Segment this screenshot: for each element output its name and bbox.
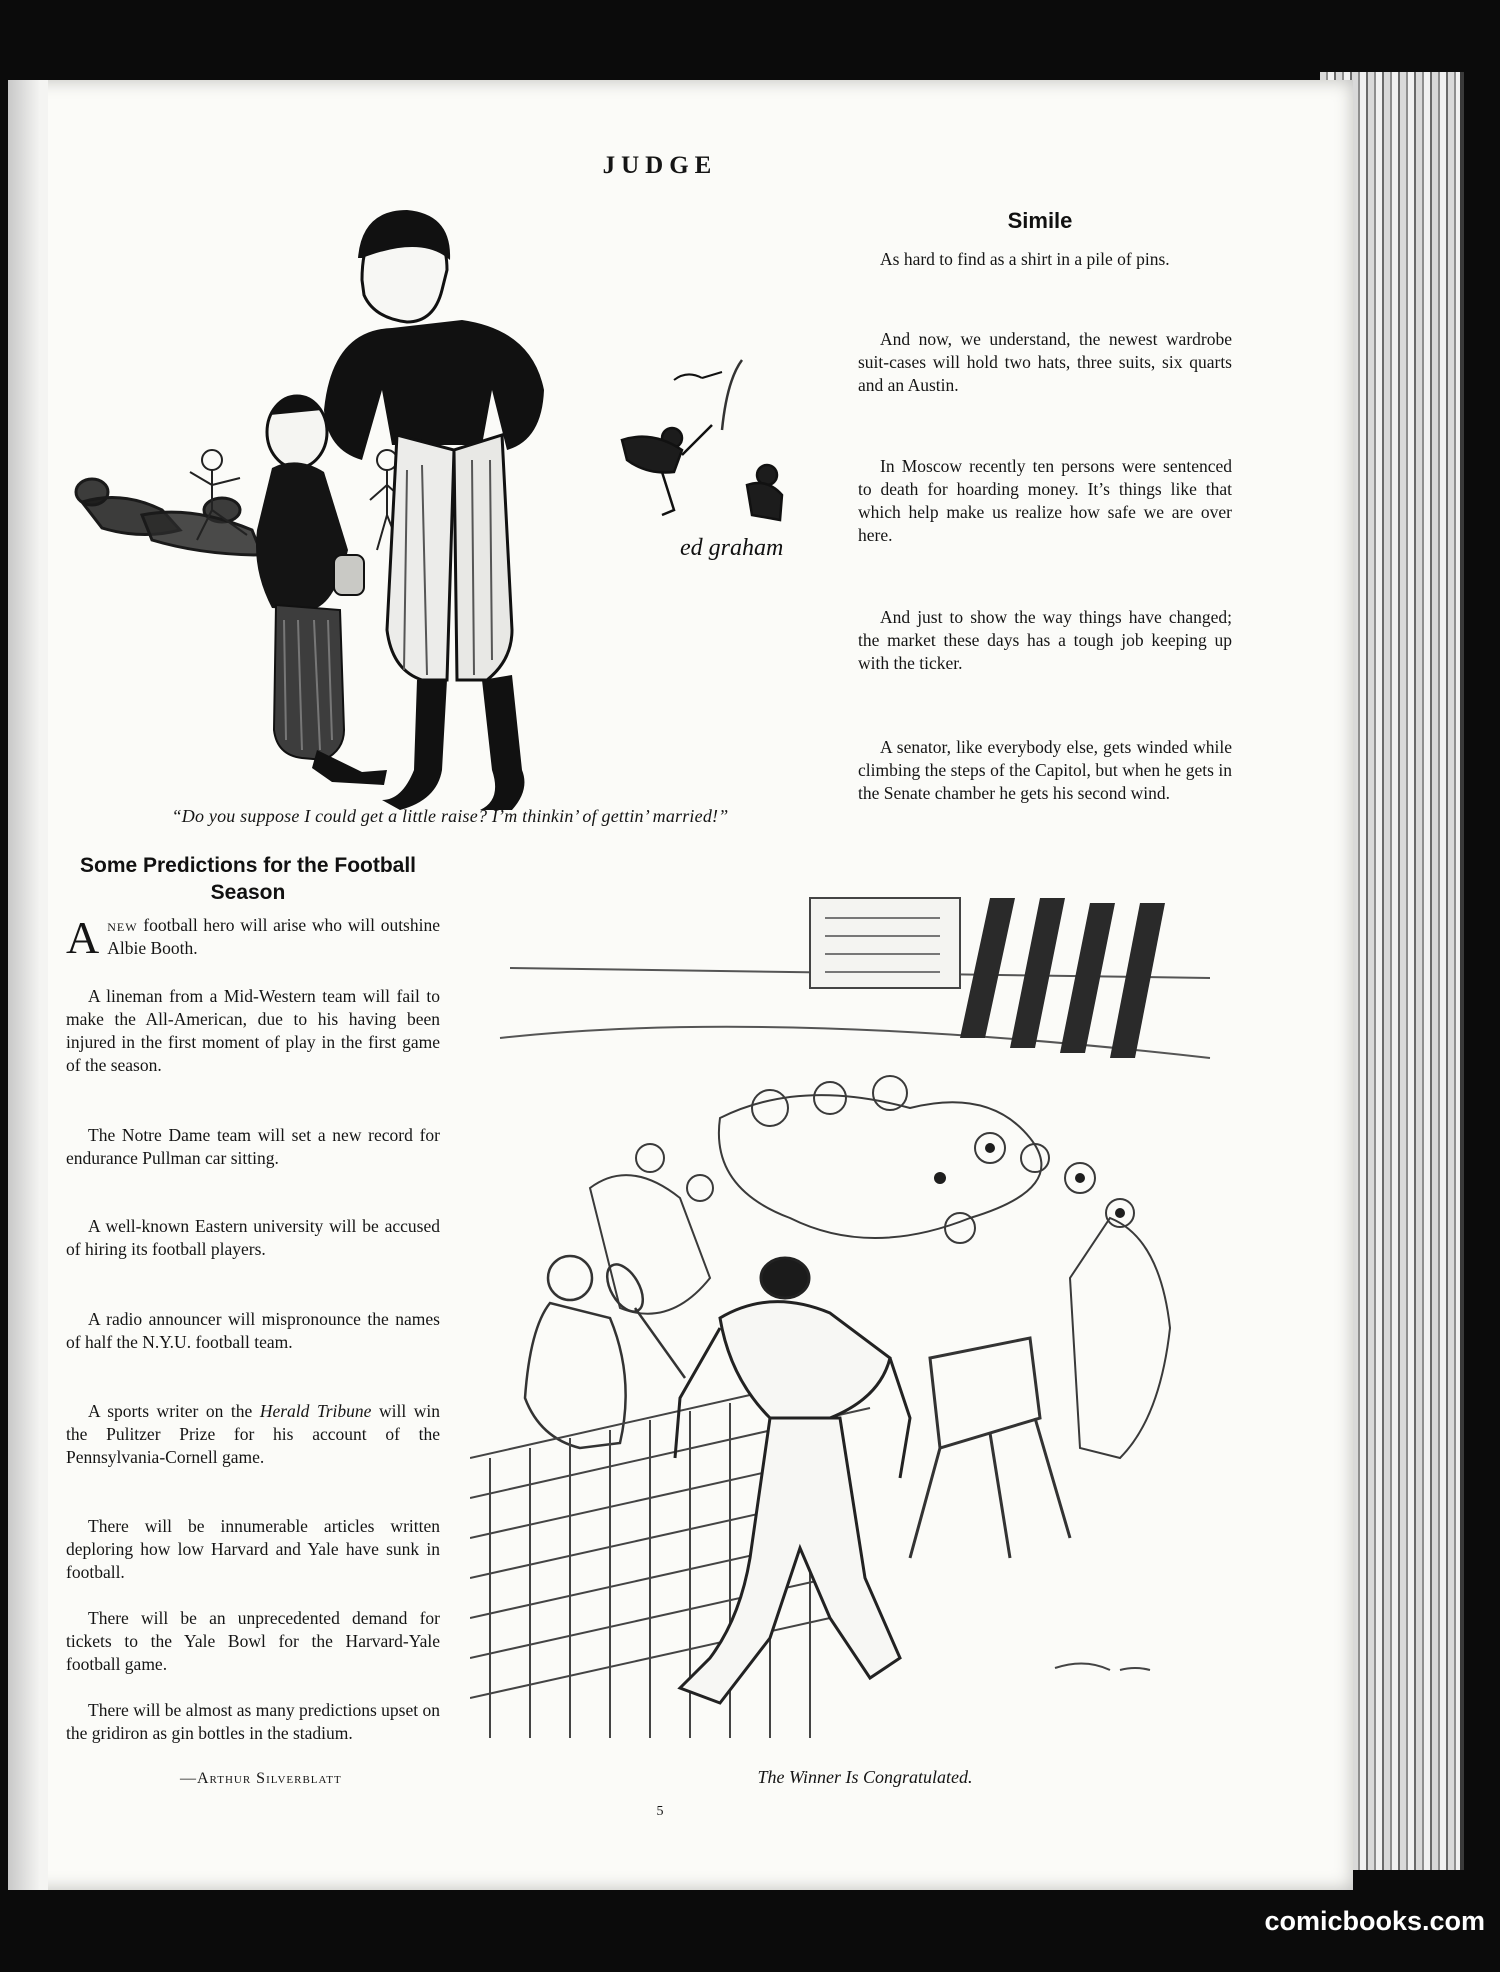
herald-tribune-title: Herald Tribune — [259, 1401, 372, 1421]
herald-post: will win the Pulitzer Prize for his account of the Pennsylvania-Cornell game. — [66, 1401, 440, 1467]
site-watermark: comicbooks.com — [1264, 1906, 1485, 1936]
simile-text: In Moscow recently ten persons were sentenced to death for hoarding money. It’s things like that which help make us realize how safe we are over here. — [858, 456, 1232, 545]
simile-text: And now, we understand, the newest wardrobe suit-cases will hold two hats, three suits, six quarts and an Austin. — [858, 329, 1232, 395]
predictions-heading: Some Predictions for the Football Season — [79, 854, 417, 904]
artist-signature: ed graham — [680, 535, 784, 561]
prediction-text: A well-known Eastern university will be accused of hiring its football players. — [66, 1216, 440, 1259]
cartoon-caption-bottom: The Winner Is Congratulated. — [757, 1767, 973, 1787]
cartoon-caption-top: “Do you suppose I could get a little raise? I’m thinkin’ of gettin’ married!” — [171, 806, 729, 826]
simile-paragraph-2 — [858, 328, 1232, 397]
tennis-crowd-illustration — [470, 858, 1250, 1758]
football-player-figure — [324, 210, 544, 810]
herald-pre: A sports writer on the — [88, 1401, 260, 1421]
page-spine-shadow — [8, 80, 48, 1890]
prediction-text: The Notre Dame team will set a new record for endurance Pullman car sitting. — [66, 1125, 440, 1168]
page-number: 5 — [656, 1804, 664, 1819]
simile-paragraph-1 — [858, 248, 1232, 271]
prediction-text: A radio announcer will mispronounce the names of half the N.Y.U. football team. — [66, 1309, 440, 1352]
prediction-paragraph — [66, 1699, 440, 1745]
prediction-paragraph — [66, 985, 440, 1077]
first-paragraph-rest: football hero will arise who will outshine Albie Booth. — [107, 915, 440, 958]
simile-heading: Simile — [1007, 208, 1073, 233]
prediction-text: A lineman from a Mid-Western team will fail to make the All-American, due to his having been injured in the first moment of play in the first game of the season. — [66, 986, 440, 1075]
prediction-paragraph — [66, 1308, 440, 1354]
simile-paragraph-5 — [858, 736, 1232, 805]
simile-text: A senator, like everybody else, gets winded while climbing the steps of the Capitol, but when he gets in the Senate chamber he gets his second wind. — [858, 737, 1232, 803]
manager-figure — [256, 396, 387, 785]
author-signature: —Arthur Silverblatt — [180, 1770, 342, 1787]
simile-text: As hard to find as a shirt in a pile of pins. — [880, 249, 1170, 269]
football-cartoon-illustration — [62, 210, 824, 810]
prediction-paragraph — [66, 1607, 440, 1676]
masthead: JUDGE — [602, 152, 718, 179]
simile-paragraph-4 — [858, 606, 1232, 675]
prediction-paragraph — [66, 1515, 440, 1584]
prediction-text: There will be almost as many predictions upset on the gridiron as gin bottles in the stadium. — [66, 1700, 440, 1743]
prediction-paragraph-first — [66, 912, 440, 963]
prediction-paragraph-herald — [66, 1400, 440, 1469]
first-smallcaps: new — [107, 915, 138, 935]
dropcap-letter: A — [66, 912, 100, 963]
simile-paragraph-3 — [858, 455, 1232, 547]
prediction-text: There will be innumerable articles written deploring how low Harvard and Yale have sunk in football. — [66, 1516, 440, 1582]
simile-text: And just to show the way things have changed; the market these days has a tough job keeping up with the ticker. — [858, 607, 1232, 673]
prediction-text: There will be an unprecedented demand for tickets to the Yale Bowl for the Harvard-Yale football game. — [66, 1608, 440, 1674]
prediction-paragraph — [66, 1215, 440, 1261]
prediction-paragraph — [66, 1124, 440, 1170]
